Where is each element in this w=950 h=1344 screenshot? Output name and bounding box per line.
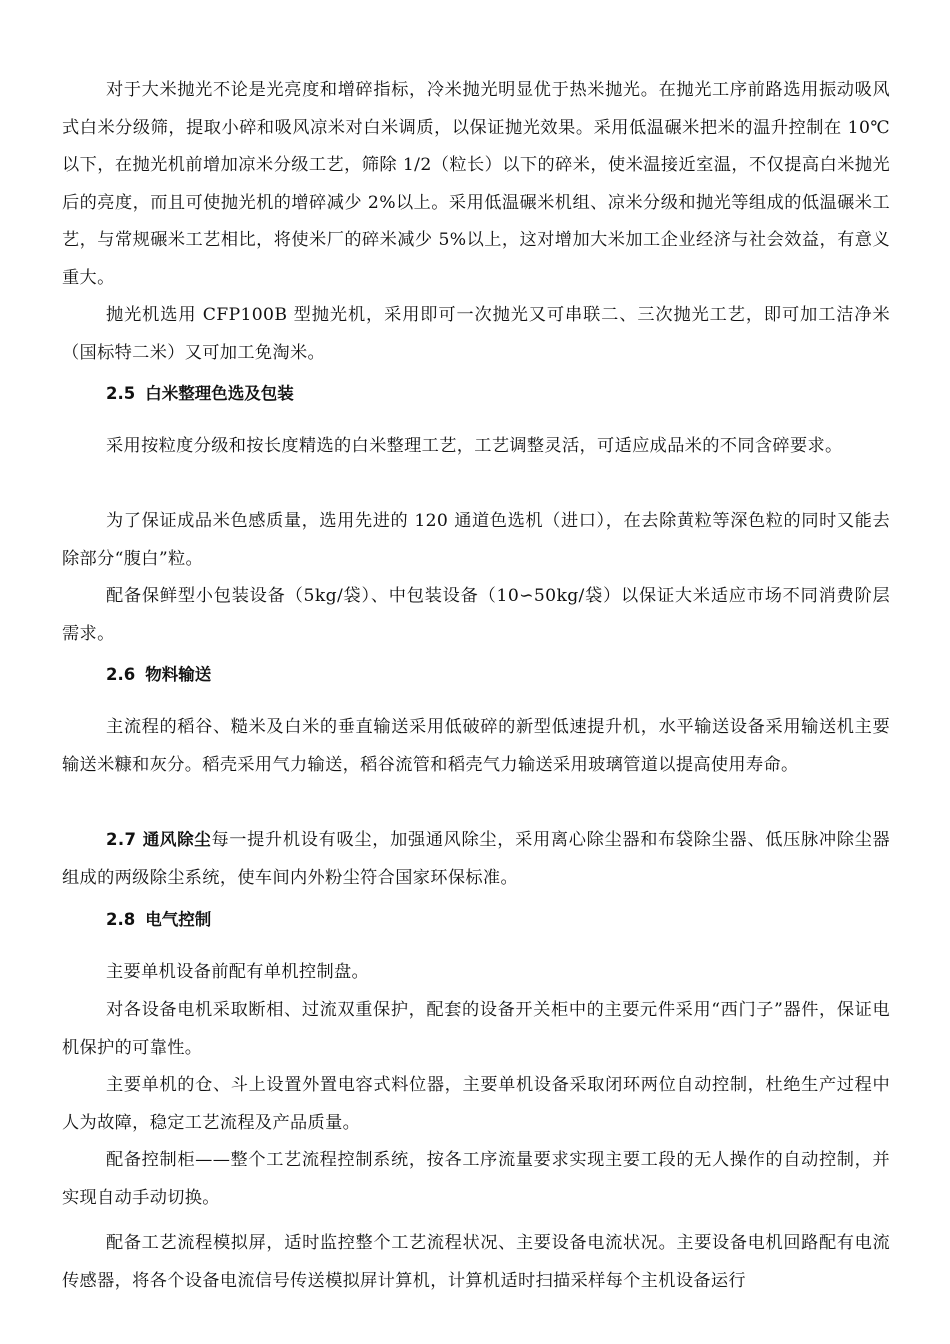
heading-title: 物料输送 xyxy=(145,665,212,684)
heading-section-2-8 xyxy=(106,905,211,935)
heading-title: 电气控制 xyxy=(145,910,212,929)
paragraph-conveying: 主流程的稻谷、糙米及白米的垂直输送采用低破碎的新型低速提升机，水平输送设备采用输送机主要输送米糠和灰分。稻壳采用气力输送，稻谷流管和稻壳气力输送采用玻璃管道以提高使用寿命。 xyxy=(62,717,890,775)
heading-section-2-6 xyxy=(106,660,211,690)
heading-section-2-5 xyxy=(106,379,294,409)
paragraph-polisher-selection: 抛光机选用 CFP100B 型抛光机，采用即可一次抛光又可串联二、三次抛光工艺，即可加工洁净米（国标特二米）又可加工免淘米。 xyxy=(62,305,890,363)
heading-number: 2.6 xyxy=(106,665,136,684)
paragraph-packaging: 配备保鲜型小包装设备（5kg/袋）、中包装设备（10∽50kg/袋）以保证大米适应市场不同消费阶层需求。 xyxy=(62,586,890,644)
heading-title: 白米整理色选及包装 xyxy=(145,384,294,403)
paragraph-ventilation xyxy=(62,821,890,897)
ventilation-text: 每一提升机设有吸尘，加强通风除尘，采用离心除尘器和布袋除尘器、低压脉冲除尘器组成的两级除尘系统，使车间内外粉尘符合国家环保标准。 xyxy=(62,830,890,888)
heading-number: 2.5 xyxy=(106,384,136,403)
heading-number: 2.8 xyxy=(106,910,136,929)
paragraph-control-cabinet: 配备控制柜——整个工艺流程控制系统，按各工序流量要求实现主要工段的无人操作的自动控制，并实现自动手动切换。 xyxy=(62,1150,890,1208)
paragraph-grading: 采用按粒度分级和按长度精选的白米整理工艺，工艺调整灵活，可适应成品米的不同含碎要求。 xyxy=(106,436,843,456)
paragraph-cold-polishing: 对于大米抛光不论是光亮度和增碎指标，冷米抛光明显优于热米抛光。在抛光工序前路选用振动吸风式白米分级筛，提取小碎和吸风凉米对白米调质，以保证抛光效果。采用低温碾米把米的温升控制在 10℃ 以下，在抛光机前增加凉米分级工艺，筛除 1/2（粒长）以下的碎米，使米温接近室温，不仅提高白米抛光后的亮度，而且可使抛光机的增碎减少 2%以上。采用低温碾米机组、凉米分级和抛光等组成的低温碾米工艺，与常规碾米工艺相比，将使米厂的碎米减少 5%以上，这对增加大米加工企业经济与社会效益，有意义重大。 xyxy=(62,80,890,288)
paragraph-motor-protection: 对各设备电机采取断相、过流双重保护，配套的设备开关柜中的主要元件采用“西门子”器件，保证电机保护的可靠性。 xyxy=(62,1000,890,1058)
paragraph-control-panel: 主要单机设备前配有单机控制盘。 xyxy=(106,962,370,982)
heading-title: 通风除尘 xyxy=(142,830,212,849)
paragraph-level-sensors: 主要单机的仓、斗上设置外置电容式料位器，主要单机设备采取闭环两位自动控制，杜绝生产过程中人为故障，稳定工艺流程及产品质量。 xyxy=(62,1075,890,1133)
heading-section-2-7 xyxy=(106,830,211,849)
heading-number: 2.7 xyxy=(106,830,137,849)
paragraph-simulation-screen: 配备工艺流程模拟屏，适时监控整个工艺流程状况、主要设备电流状况。主要设备电机回路配有电流传感器，将各个设备电流信号传送模拟屏计算机，计算机适时扫描采样每个主机设备运行 xyxy=(62,1233,890,1291)
paragraph-color-sorter: 为了保证成品米色感质量，选用先进的 120 通道色选机（进口），在去除黄粒等深色粒的同时又能去除部分“腹白”粒。 xyxy=(62,511,890,569)
